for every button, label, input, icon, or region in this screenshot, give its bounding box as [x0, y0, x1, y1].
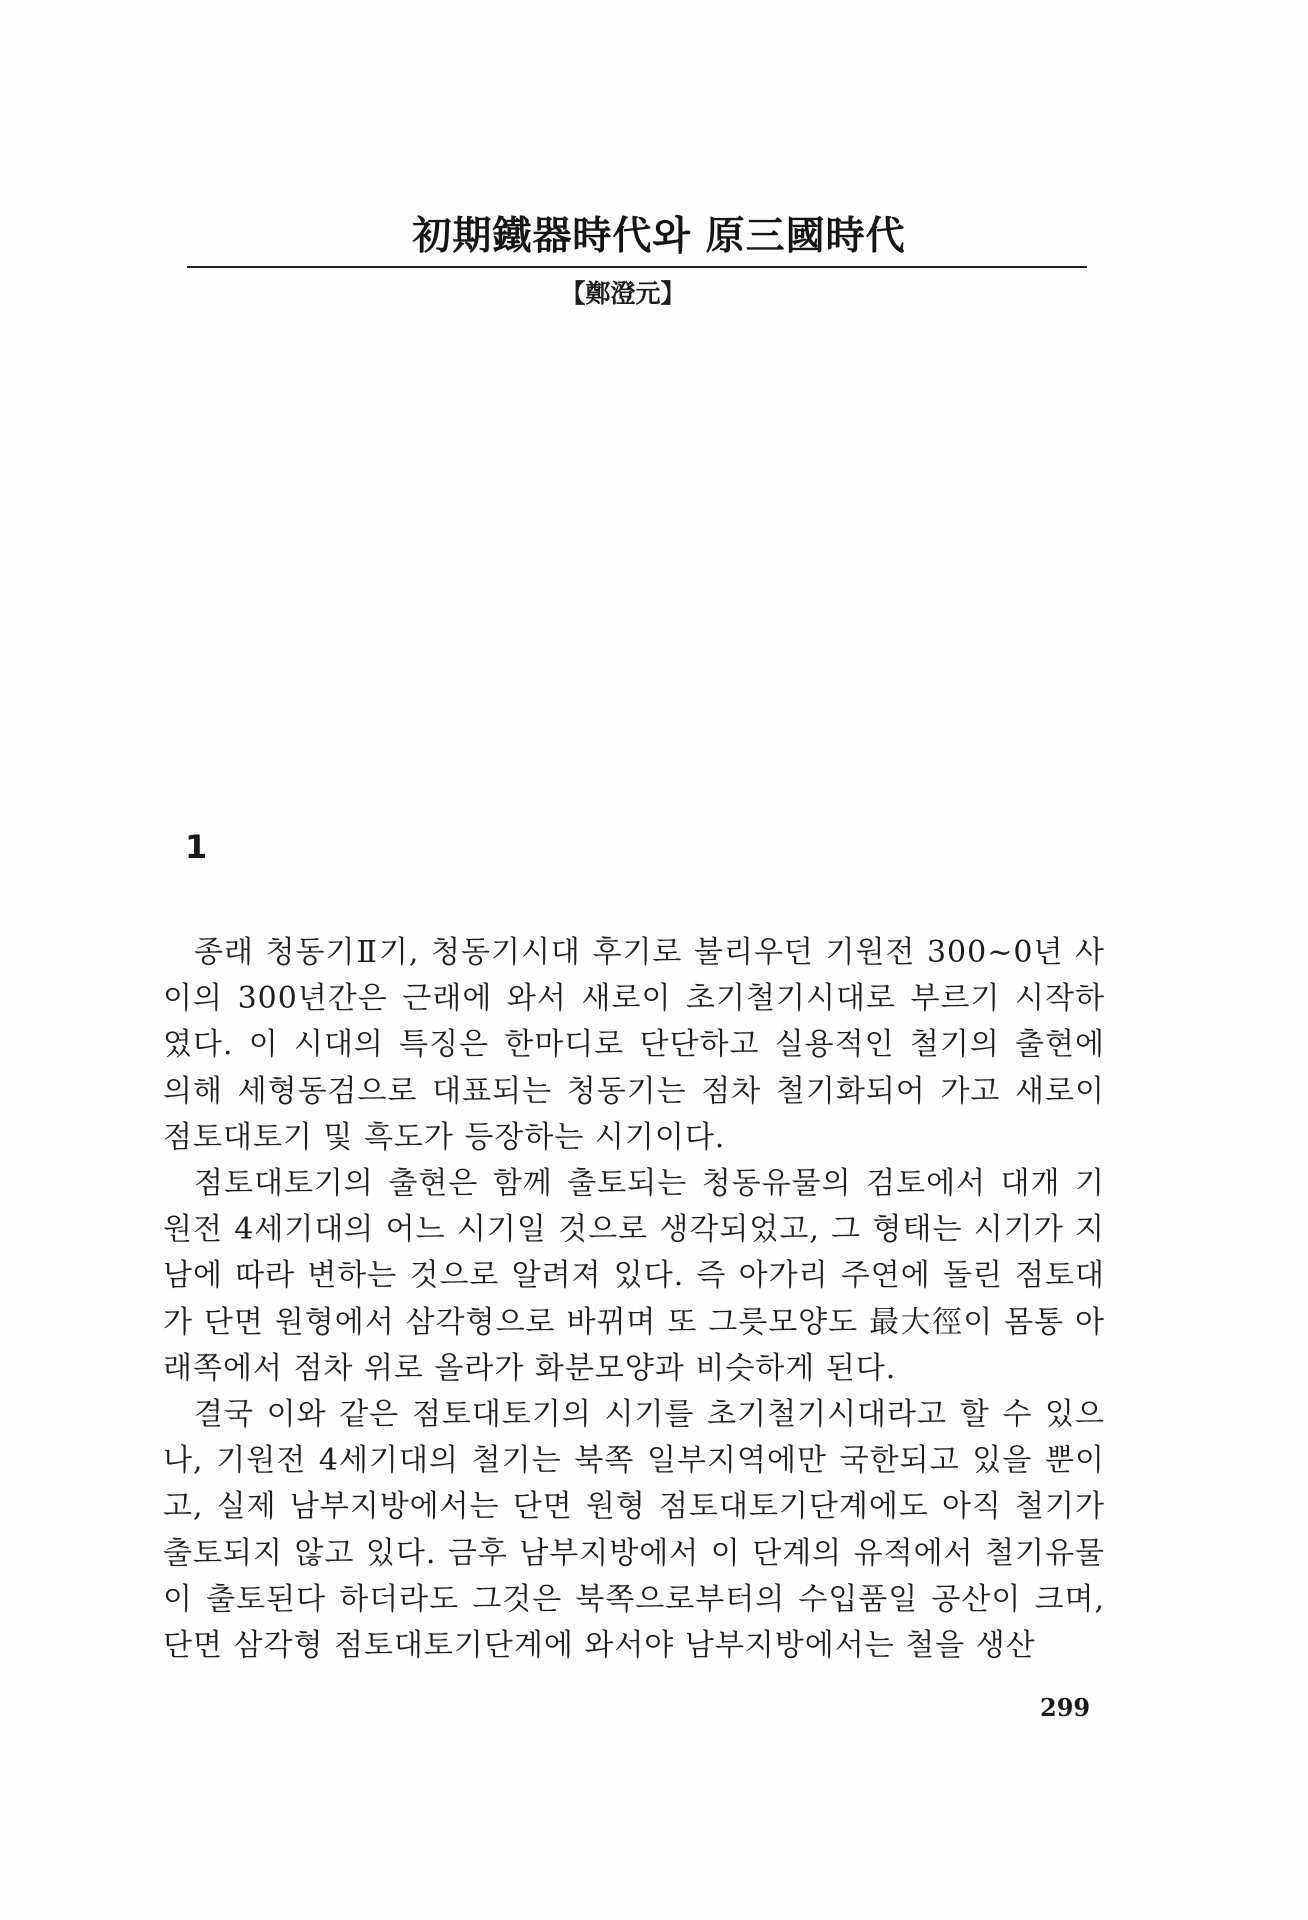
section-number: 1	[185, 828, 208, 866]
page-number: 299	[1040, 1693, 1091, 1722]
body-text	[163, 930, 1105, 1669]
paragraph: 결국 이와 같은 점토대토기의 시기를 초기철기시대라고 할 수 있으나, 기원전 4세기대의 철기는 북쪽 일부지역에만 국한되고 있을 뿐이고, 실제 남부지방에서는 단면 원형 점토대토기단계에도 아직 철기가 출토되지 않고 있다. 금후 남부지방에서 이 단계의 유적에서 철기유물이 출토된다 하더라도 그것은 북쪽으로부터의 수입품일 공산이 크며, 단면 삼각형 점토대토기단계에 와서야 남부지방에서는 철을 생산	[163, 1397, 1105, 1664]
paragraph: 종래 청동기Ⅱ기, 청동기시대 후기로 불리우던 기원전 300~0년 사이의 300년간은 근래에 와서 새로이 초기철기시대로 부르기 시작하였다. 이 시대의 특징은 한마디로 단단하고 실용적인 철기의 출현에 의해 세형동검으로 대표되는 청동기는 점차 철기화되어 가고 새로이 점토대토기 및 흑도가 등장하는 시기이다.	[163, 935, 1105, 1155]
author-name: 【鄭澄元】	[560, 279, 686, 308]
chapter-header	[187, 210, 1087, 310]
paragraph: 점토대토기의 출현은 함께 출토되는 청동유물의 검토에서 대개 기원전 4세기대의 어느 시기일 것으로 생각되었고, 그 형태는 시기가 지남에 따라 변하는 것으로 알려져 있다. 즉 아가리 주연에 돌린 점토대가 단면 원형에서 삼각형으로 바뀌며 또 그릇모양도 最大徑이 몸통 아래쪽에서 점차 위로 올라가 화분모양과 비슷하게 된다.	[163, 1166, 1105, 1386]
title-underline	[187, 266, 1087, 268]
chapter-title: 初期鐵器時代와 原三國時代	[412, 213, 906, 259]
